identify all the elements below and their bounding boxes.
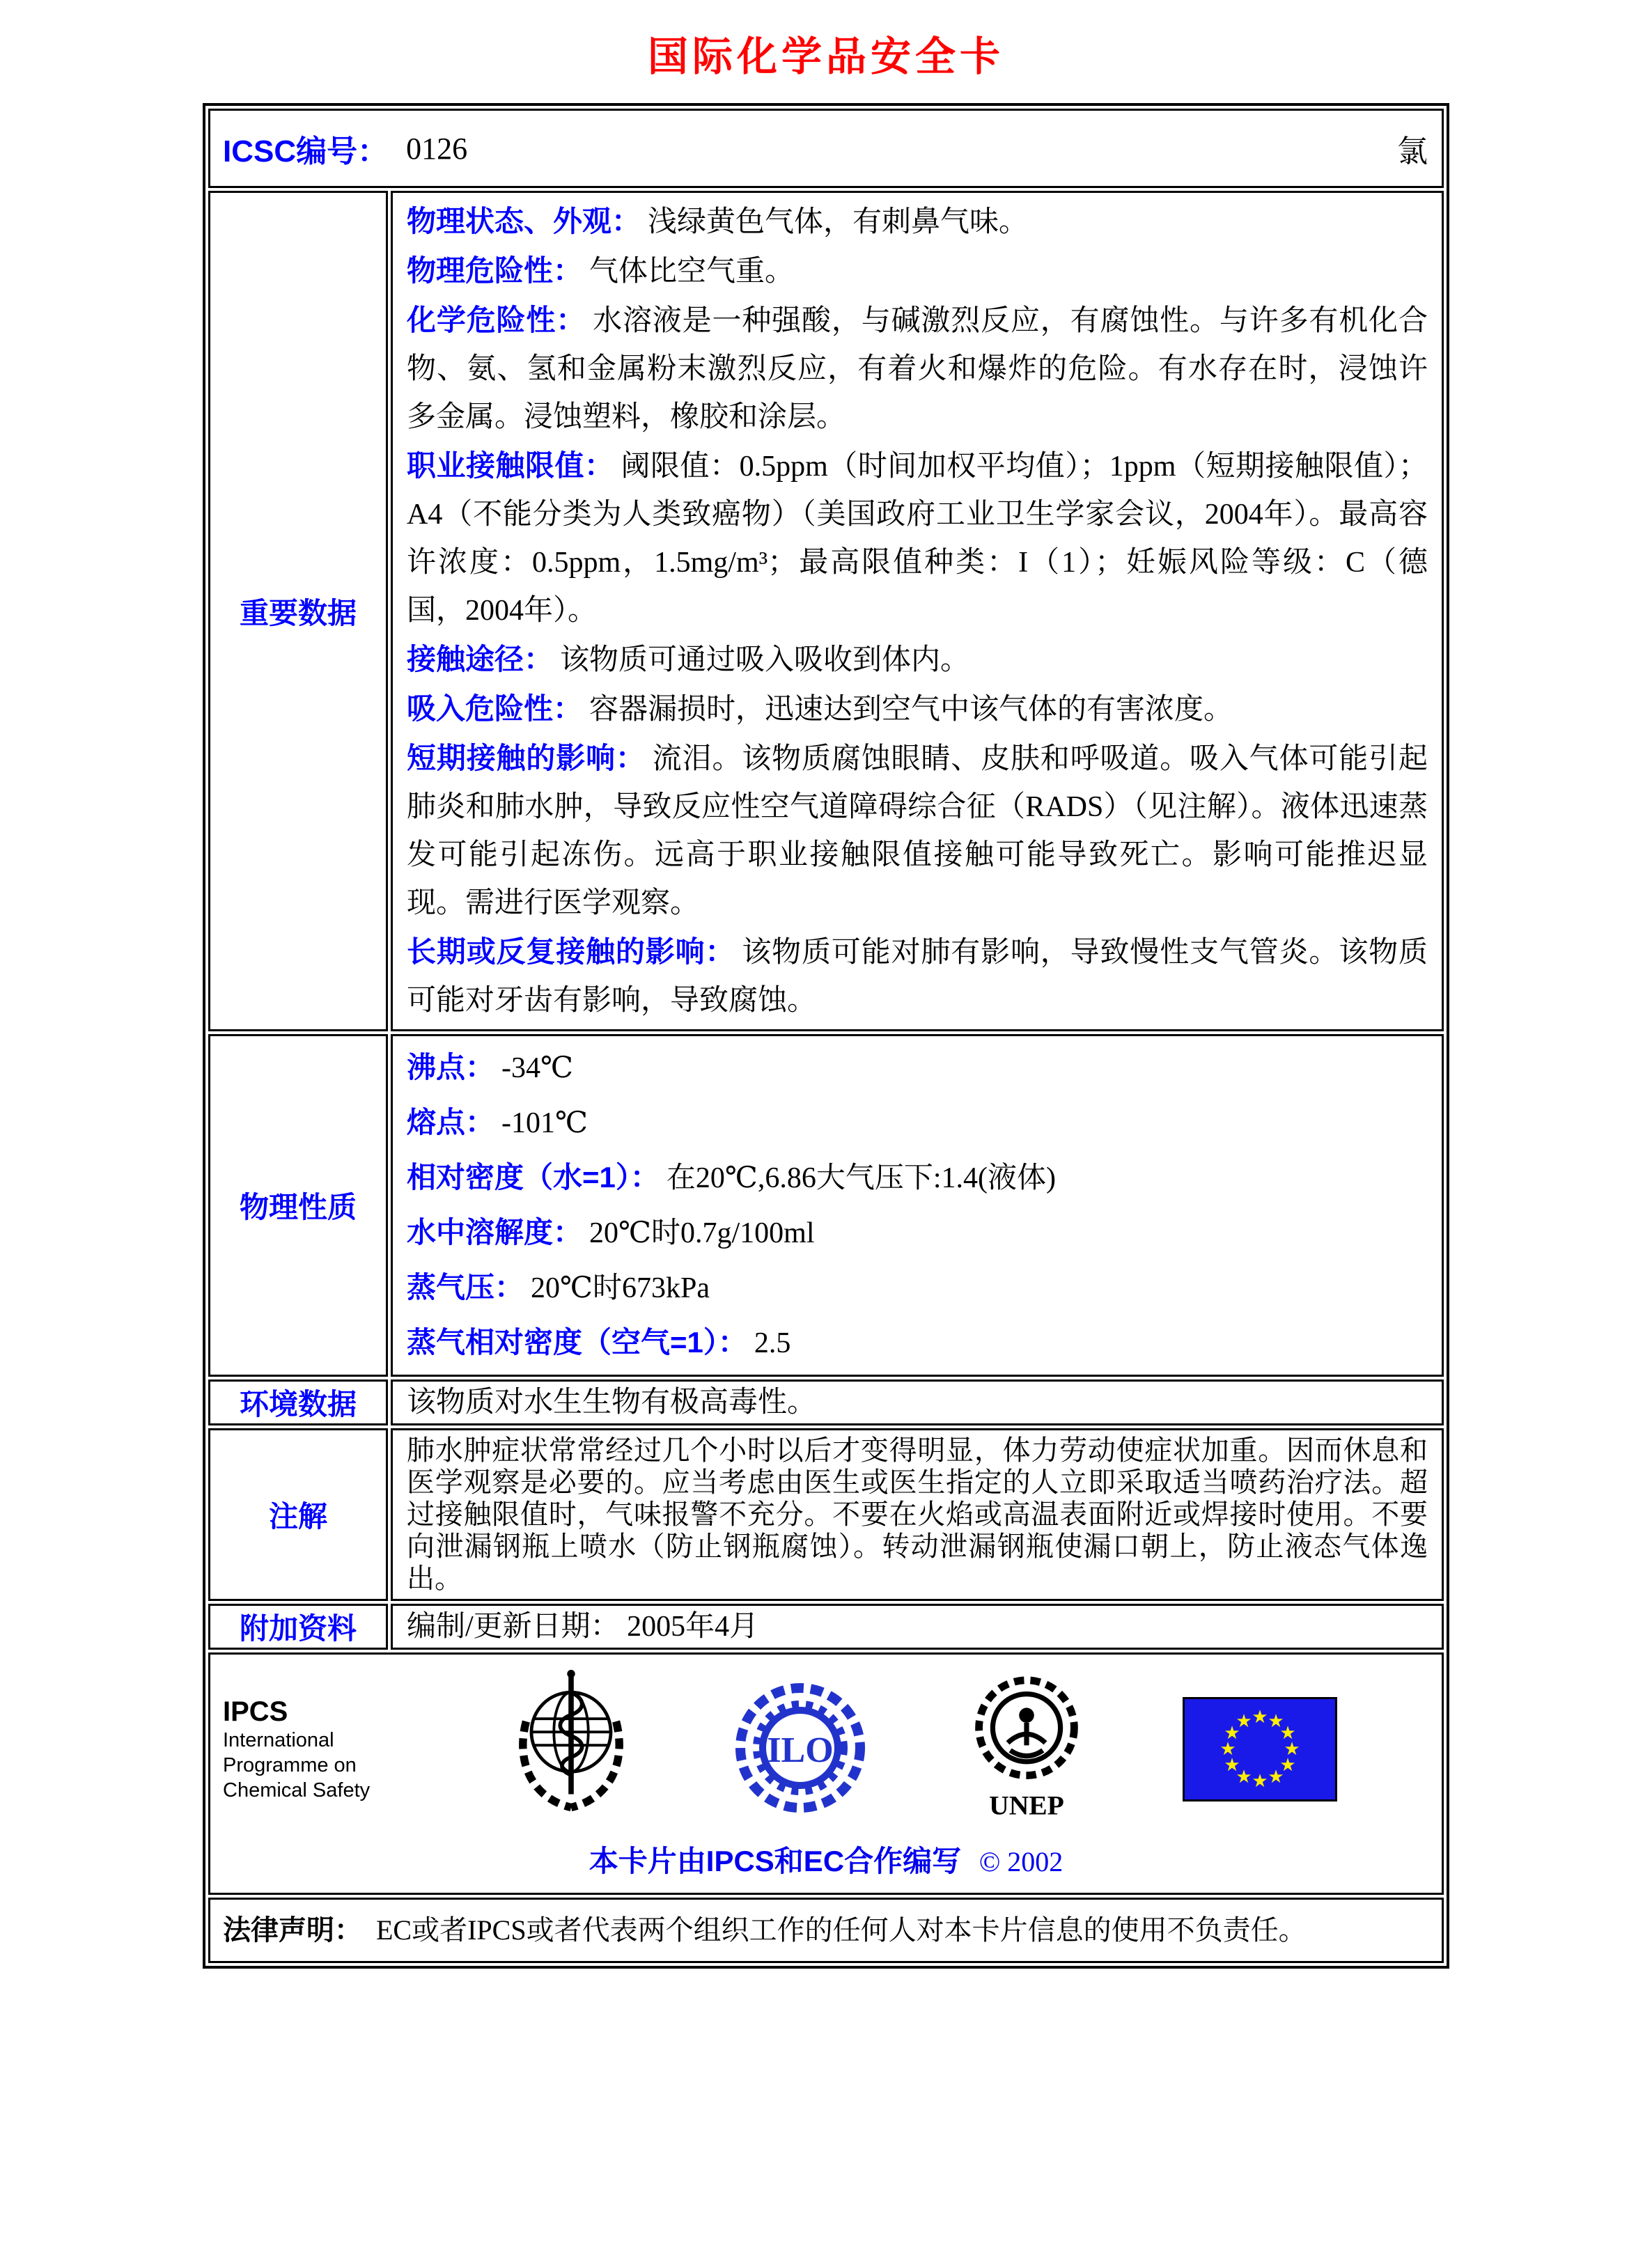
row-label-important-data: 重要数据 — [208, 191, 388, 1031]
ipcs-full-name-line1: International — [223, 1729, 334, 1751]
field-text: 20℃时673kPa — [531, 1272, 710, 1304]
notes-content — [391, 1428, 1444, 1601]
update-date-value: 2005年4月 — [627, 1611, 759, 1643]
field-label: 职业接触限值： — [407, 449, 614, 482]
field-inhalation-risk — [407, 685, 1428, 734]
important-data-content — [391, 191, 1444, 1031]
field-solubility-in-water — [407, 1205, 1428, 1260]
logos-cell — [208, 1652, 1444, 1895]
field-chemical-dangers — [407, 296, 1428, 441]
icsc-number-label: ICSC编号： — [223, 134, 389, 169]
field-label: 长期或反复接触的影响： — [407, 935, 735, 968]
field-label: 蒸气压： — [407, 1271, 524, 1304]
icsc-header-row — [208, 109, 1444, 188]
field-physical-state-appearance — [407, 197, 1428, 247]
ipcs-acronym: IPCS — [223, 1696, 288, 1727]
eu-star-icon: ★ — [1284, 1739, 1300, 1760]
eu-star-icon: ★ — [1219, 1739, 1236, 1760]
field-occupational-exposure-limits — [407, 441, 1428, 635]
logos-row — [208, 1652, 1444, 1895]
legal-row — [208, 1898, 1444, 1963]
field-text: 在20℃,6.86大气压下:1.4(液体) — [666, 1162, 1057, 1194]
field-label: 熔点： — [407, 1106, 495, 1139]
field-label: 接触途径： — [407, 643, 554, 675]
eu-star-icon: ★ — [1252, 1707, 1268, 1728]
who-logo-icon — [505, 1666, 637, 1834]
field-routes-of-exposure — [407, 635, 1428, 685]
eu-star-icon: ★ — [1279, 1723, 1296, 1744]
additional-info-content — [391, 1604, 1444, 1650]
row-label-physical-properties: 物理性质 — [208, 1034, 388, 1377]
field-text: 浅绿黄色气体，有刺鼻气味。 — [648, 206, 1029, 238]
ilo-logo-text: ILO — [767, 1730, 834, 1770]
ipcs-text-block — [223, 1696, 411, 1803]
legal-notice-text: EC或者IPCS或者代表两个组织工作的任何人对本卡片信息的使用不负责任。 — [376, 1914, 1307, 1946]
logo-strip — [210, 1655, 1442, 1833]
eu-star-icon: ★ — [1224, 1755, 1240, 1776]
row-label-notes: 注解 — [208, 1428, 388, 1601]
field-physical-dangers — [407, 247, 1428, 296]
unep-logo-text: UNEP — [988, 1789, 1064, 1820]
page-title: 国际化学品安全卡 — [647, 34, 1004, 79]
legal-notice-label: 法律声明： — [223, 1915, 362, 1946]
update-date-label: 编制/更新日期： — [407, 1611, 620, 1643]
field-label: 蒸气相对密度（空气=1）： — [407, 1326, 747, 1359]
additional-info-row — [208, 1604, 1444, 1650]
eu-star-icon: ★ — [1279, 1755, 1296, 1776]
ipcs-full-name-line3: Chemical Safety — [223, 1779, 371, 1802]
row-label-additional-info: 附加资料 — [208, 1604, 388, 1650]
eu-star-icon: ★ — [1268, 1711, 1284, 1732]
row-label-environmental-data: 环境数据 — [208, 1380, 388, 1425]
field-short-term-effects — [407, 734, 1428, 928]
field-text: 流泪。该物质腐蚀眼睛、皮肤和呼吸道。吸入气体可能引起肺炎和肺水肿，导致反应性空气道障碍综合征（RADS）（见注解）。液体迅速蒸发可能引起冻伤。远高于职业接触限值接触可能导致死亡。影响可能推迟显现。需进行医学观察。 — [407, 743, 1428, 919]
field-text: 该物质可通过吸入吸收到体内。 — [560, 644, 970, 676]
eu-star-icon: ★ — [1252, 1771, 1268, 1792]
field-text: 2.5 — [754, 1327, 791, 1359]
notes-text: 肺水肿症状常常经过几个小时以后才变得明显，体力劳动使症状加重。因而休息和医学观察是必要的。应当考虑由医生或医生指定的人立即采取适当喷药治疗法。超过接触限值时，气味报警不充分。不要在火焰或高温表面附近或焊接时使用。不要向泄漏钢瓶上喷水（防止钢瓶腐蚀）。转动泄漏钢瓶使漏口朝上，防止液态气体逸出。 — [407, 1435, 1428, 1594]
environmental-data-content: 该物质对水生生物有极高毒性。 — [391, 1380, 1444, 1425]
credit-text: 本卡片由IPCS和EC合作编写 — [589, 1845, 962, 1877]
physical-properties-content — [391, 1034, 1444, 1377]
notes-row — [208, 1428, 1444, 1601]
icsc-number-value: 0126 — [406, 131, 468, 166]
field-vapour-relative-density — [407, 1315, 1428, 1370]
important-data-row — [208, 191, 1444, 1031]
icsc-card-table — [203, 103, 1449, 1969]
eu-star-icon: ★ — [1268, 1767, 1284, 1788]
field-text: 阈限值：0.5ppm（时间加权平均值）；1ppm（短期接触限值）；A4（不能分类为人类致癌物）（美国政府工业卫生学家会议，2004年）。最高容许浓度：0.5ppm，1.5mg/m³；最高限值种类：I（1）；妊娠风险等级：C（德国，2004年）。 — [407, 451, 1428, 627]
ipcs-full-name-line2: Programme on — [223, 1754, 357, 1776]
chemical-name: 氯 — [1397, 134, 1428, 169]
eu-star-icon: ★ — [1236, 1767, 1252, 1788]
field-text: 20℃时0.7g/100ml — [589, 1217, 815, 1249]
field-label: 短期接触的影响： — [407, 742, 646, 774]
field-label: 水中溶解度： — [407, 1216, 583, 1249]
environmental-data-row — [208, 1380, 1444, 1425]
field-label: 相对密度（水=1）： — [407, 1161, 660, 1194]
field-label: 物理状态、外观： — [407, 205, 641, 237]
credit-line — [210, 1833, 1442, 1893]
physical-properties-row — [208, 1034, 1444, 1377]
eu-star-icon: ★ — [1236, 1711, 1252, 1732]
copyright-text: © 2002 — [979, 1846, 1063, 1877]
unep-logo-icon — [964, 1673, 1089, 1827]
legal-cell — [208, 1898, 1444, 1963]
eu-flag-icon — [1183, 1697, 1337, 1802]
field-label: 化学危险性： — [407, 304, 586, 336]
field-label: 吸入危险性： — [407, 692, 583, 725]
field-boiling-point — [407, 1040, 1428, 1095]
field-text: -34℃ — [501, 1052, 573, 1084]
eu-star-icon: ★ — [1224, 1723, 1240, 1744]
field-relative-density-water — [407, 1150, 1428, 1205]
field-label: 物理危险性： — [407, 254, 583, 287]
field-long-term-effects — [407, 928, 1428, 1025]
field-vapour-pressure — [407, 1260, 1428, 1315]
field-text: 水溶液是一种强酸，与碱激烈反应，有腐蚀性。与许多有机化合物、氨、氢和金属粉末激烈反应，有着火和爆炸的危险。有水存在时，浸蚀许多金属。浸蚀塑料，橡胶和涂层。 — [407, 305, 1428, 433]
field-text: -101℃ — [501, 1107, 588, 1139]
icsc-header-cell — [208, 109, 1444, 188]
ilo-logo-icon — [731, 1677, 870, 1822]
icsc-card-page — [0, 24, 1652, 2243]
field-text: 该物质可能对肺有影响，导致慢性支气管炎。该物质可能对牙齿有影响，导致腐蚀。 — [407, 937, 1428, 1017]
field-text: 容器漏损时，迅速达到空气中该气体的有害浓度。 — [589, 694, 1233, 726]
field-text: 气体比空气重。 — [589, 256, 795, 288]
field-label: 沸点： — [407, 1051, 495, 1084]
field-melting-point — [407, 1095, 1428, 1150]
